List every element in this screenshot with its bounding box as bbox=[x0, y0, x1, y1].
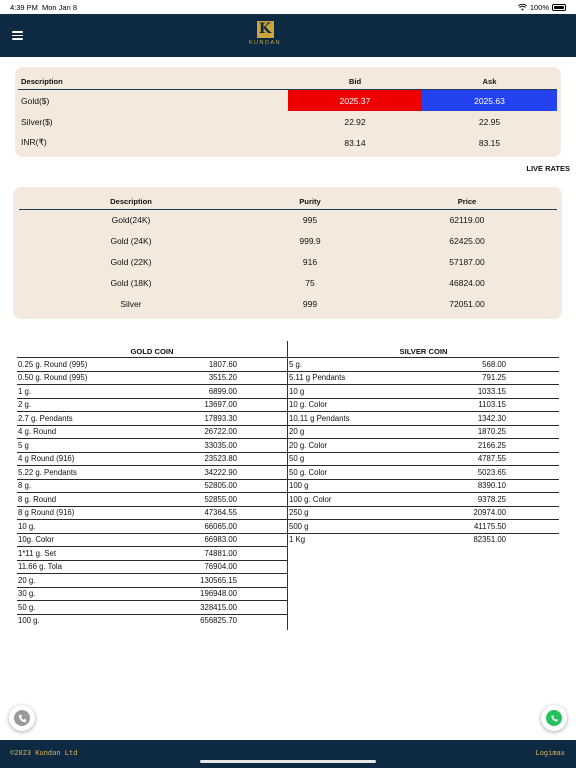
gold-coin-price: 74881.00 bbox=[204, 548, 237, 558]
silver-coin-name: 50 g. Color bbox=[289, 467, 328, 477]
silver-coin-row bbox=[288, 452, 559, 466]
rates-row bbox=[19, 231, 557, 252]
gold-coin-name: 4 g Round (916) bbox=[18, 454, 75, 464]
gold-coin-price: 13697.00 bbox=[204, 400, 237, 410]
silver-coin-row bbox=[288, 492, 559, 506]
gold-coin-price: 1807.60 bbox=[208, 359, 237, 369]
logo-wordmark: KUNDAN bbox=[248, 40, 282, 46]
rate-price: 46824.00 bbox=[449, 277, 485, 288]
col-bid: Bid bbox=[348, 76, 362, 86]
gold-coin-row bbox=[17, 398, 287, 412]
spot-row-gold bbox=[18, 90, 557, 111]
silver-coin-name: 20 g. Color bbox=[289, 440, 328, 450]
status-time: 4:39 PM bbox=[10, 3, 38, 12]
rate-desc: Gold (22K) bbox=[110, 256, 152, 267]
gold-coin-row bbox=[17, 506, 287, 520]
silver-coin-row bbox=[288, 411, 559, 425]
app-header bbox=[0, 14, 576, 57]
silver-coin-row bbox=[288, 506, 559, 520]
status-bar bbox=[0, 0, 576, 14]
gold-coin-name: 10g. Color bbox=[18, 535, 54, 545]
status-right bbox=[518, 3, 566, 12]
silver-coin-row bbox=[288, 384, 559, 398]
spot-ask: 2025.63 bbox=[422, 90, 557, 111]
gold-coin-row bbox=[17, 452, 287, 466]
gold-coin-name: 1*11 g. Set bbox=[18, 548, 57, 558]
gold-coin-price: 47364.55 bbox=[204, 508, 237, 518]
copyright-text: ©2023 Kundan Ltd bbox=[10, 749, 78, 757]
gold-coin-price: 76904.00 bbox=[204, 562, 237, 572]
gold-coin-row bbox=[17, 479, 287, 493]
spot-rates-table bbox=[18, 73, 557, 153]
spot-row-silver bbox=[18, 111, 557, 132]
silver-coin-price: 5023.65 bbox=[477, 467, 506, 477]
gold-coin-price: 33035.00 bbox=[204, 440, 237, 450]
menu-icon[interactable] bbox=[12, 31, 23, 40]
col-description: Description bbox=[110, 196, 152, 206]
live-rates-label: LIVE RATES bbox=[526, 164, 570, 173]
spot-bid: 83.14 bbox=[344, 137, 366, 148]
gold-coin-name: 30 g. bbox=[18, 589, 36, 599]
call-button[interactable] bbox=[9, 705, 35, 731]
status-date: Mon Jan 8 bbox=[42, 3, 78, 12]
col-description: Description bbox=[21, 76, 63, 86]
silver-coin-name: 5.11 g Pendants bbox=[289, 373, 346, 383]
wifi-icon bbox=[518, 4, 527, 11]
col-purity: Purity bbox=[299, 196, 321, 206]
silver-coin-price: 8390.10 bbox=[477, 481, 506, 491]
battery-percent: 100% bbox=[529, 3, 549, 12]
gold-coin-price: 26722.00 bbox=[204, 427, 237, 437]
rate-price: 62119.00 bbox=[449, 215, 485, 226]
rate-price: 57187.00 bbox=[449, 256, 485, 267]
silver-coin-row bbox=[288, 479, 559, 493]
gold-coin-row bbox=[17, 357, 287, 371]
gold-coin-price: 3515.20 bbox=[208, 373, 237, 383]
gold-coin-name: 10 g. bbox=[18, 521, 36, 531]
gold-coin-name: 100 g. bbox=[18, 616, 40, 626]
gold-coin-row bbox=[17, 614, 287, 628]
gold-coin-price: 66065.00 bbox=[204, 521, 237, 531]
col-price: Price bbox=[457, 196, 477, 206]
silver-coin-price: 82351.00 bbox=[473, 535, 506, 545]
product-rates-card bbox=[13, 187, 562, 319]
rate-price: 62425.00 bbox=[449, 236, 485, 247]
silver-coin-name: 5 g. bbox=[289, 359, 303, 369]
silver-coin-name: 20 g bbox=[289, 427, 305, 437]
gold-coin-price: 17893.30 bbox=[204, 413, 237, 423]
home-indicator bbox=[200, 760, 376, 763]
gold-coin-price: 656825.70 bbox=[200, 616, 237, 626]
gold-coin-price: 34222.90 bbox=[204, 467, 237, 477]
gold-coin-name: 0.50 g. Round (995) bbox=[18, 373, 88, 383]
kundan-logo bbox=[243, 21, 287, 53]
gold-coin-price: 328415.00 bbox=[200, 602, 237, 612]
silver-coin-price: 1870.25 bbox=[477, 427, 506, 437]
gold-coin-name: 50 g. bbox=[18, 602, 36, 612]
spot-desc: INR(₹) bbox=[21, 137, 47, 147]
rates-header-row bbox=[19, 193, 557, 210]
silver-coin-row bbox=[288, 465, 559, 479]
gold-coin-price: 6899.00 bbox=[208, 386, 237, 396]
col-ask: Ask bbox=[482, 76, 497, 86]
battery-icon bbox=[552, 4, 566, 11]
silver-coin-name: 500 g bbox=[289, 521, 309, 531]
spot-ask: 22.95 bbox=[478, 116, 501, 127]
gold-coin-row bbox=[17, 438, 287, 452]
gold-coin-name: 1 g. bbox=[18, 386, 32, 396]
rate-purity: 916 bbox=[302, 256, 318, 267]
rates-row bbox=[19, 272, 557, 293]
silver-coin-name: 10 g bbox=[289, 386, 305, 396]
silver-coin-table bbox=[288, 357, 559, 546]
gold-coin-row bbox=[17, 371, 287, 385]
gold-coin-row bbox=[17, 425, 287, 439]
silver-coin-price: 20974.00 bbox=[473, 508, 506, 518]
phone-icon bbox=[14, 710, 30, 726]
spot-ask: 83.15 bbox=[478, 137, 501, 148]
whatsapp-icon bbox=[546, 710, 562, 726]
gold-coin-name: 0.25 g. Round (995) bbox=[18, 359, 88, 369]
gold-coin-name: 5 g bbox=[18, 440, 29, 450]
gold-coin-row bbox=[17, 519, 287, 533]
silver-coin-price: 1033.15 bbox=[477, 386, 506, 396]
rate-purity: 995 bbox=[302, 215, 318, 226]
silver-coin-name: 1 Kg bbox=[289, 535, 306, 545]
silver-coin-name: 10.11 g Pendants bbox=[289, 413, 350, 423]
gold-coin-row bbox=[17, 492, 287, 506]
rate-purity: 75 bbox=[305, 277, 315, 288]
gold-coin-name: 2.7 g. Pendants bbox=[18, 413, 73, 423]
gold-coin-row bbox=[17, 560, 287, 574]
gold-coin-name: 11.66 g. Tola bbox=[18, 562, 62, 572]
rate-desc: Silver bbox=[120, 298, 142, 309]
silver-coin-row bbox=[288, 533, 559, 547]
gold-coin-name: 4 g. Round bbox=[18, 427, 57, 437]
logo-mark: K bbox=[257, 21, 274, 38]
rate-desc: Gold(24K) bbox=[111, 215, 151, 226]
silver-coin-title: SILVER COIN bbox=[399, 347, 448, 356]
spot-bid: 2025.37 bbox=[288, 90, 422, 111]
gold-coin-row bbox=[17, 465, 287, 479]
silver-coin-price: 791.25 bbox=[482, 373, 506, 383]
silver-coin-price: 1103.15 bbox=[478, 400, 506, 410]
rates-row bbox=[19, 210, 557, 231]
rate-price: 72051.00 bbox=[449, 298, 485, 309]
developer-credit: Logimax bbox=[535, 749, 565, 757]
gold-coin-name: 8 g. Round bbox=[18, 494, 57, 504]
spot-rates-card bbox=[15, 67, 561, 157]
gold-coin-price: 52855.00 bbox=[204, 494, 237, 504]
gold-coin-name: 2 g. bbox=[18, 400, 32, 410]
silver-coin-name: 100 g. Color bbox=[289, 494, 332, 504]
silver-coin-row bbox=[288, 371, 559, 385]
silver-coin-price: 4787.55 bbox=[477, 454, 506, 464]
gold-coin-name: 20 g. bbox=[18, 575, 36, 585]
gold-coin-price: 196948.00 bbox=[200, 589, 237, 599]
rate-desc: Gold (18K) bbox=[110, 277, 152, 288]
rate-purity: 999.9 bbox=[299, 236, 321, 247]
gold-coin-row bbox=[17, 384, 287, 398]
silver-coin-name: 100 g bbox=[289, 481, 309, 491]
whatsapp-button[interactable] bbox=[541, 705, 567, 731]
silver-coin-name: 250 g bbox=[289, 508, 309, 518]
silver-coin-price: 9378.25 bbox=[477, 494, 506, 504]
product-rates-table bbox=[19, 193, 557, 314]
spot-header-row bbox=[18, 73, 557, 90]
silver-coin-price: 41175.50 bbox=[474, 521, 506, 531]
gold-coin-row bbox=[17, 600, 287, 614]
gold-coin-name: 5.22 g. Pendants bbox=[18, 467, 77, 477]
silver-coin-row bbox=[288, 398, 559, 412]
silver-coin-price: 568.00 bbox=[482, 359, 506, 369]
gold-coin-price: 23523.80 bbox=[204, 454, 237, 464]
gold-coin-name: 8 g. bbox=[18, 481, 32, 491]
silver-coin-name: 50 g bbox=[289, 454, 305, 464]
silver-coin-price: 1342.30 bbox=[477, 413, 506, 423]
rate-desc: Gold (24K) bbox=[110, 236, 152, 247]
gold-coin-row bbox=[17, 546, 287, 560]
silver-coin-row bbox=[288, 438, 559, 452]
rate-purity: 999 bbox=[302, 298, 318, 309]
spot-desc: Silver($) bbox=[21, 116, 53, 127]
silver-coin-row bbox=[288, 425, 559, 439]
spot-bid: 22.92 bbox=[344, 116, 366, 127]
app-footer bbox=[0, 740, 576, 768]
silver-coin-name: 10 g. Color bbox=[289, 400, 328, 410]
gold-coin-title: GOLD COIN bbox=[130, 347, 174, 356]
silver-coin-row bbox=[288, 357, 559, 371]
gold-coin-table bbox=[17, 357, 287, 627]
silver-coin-row bbox=[288, 519, 559, 533]
gold-coin-price: 130565.15 bbox=[200, 575, 237, 585]
gold-coin-price: 52805.00 bbox=[204, 481, 237, 491]
gold-coin-row bbox=[17, 533, 287, 547]
rates-row bbox=[19, 252, 557, 273]
gold-coin-row bbox=[17, 411, 287, 425]
spot-desc: Gold($) bbox=[21, 95, 50, 106]
spot-row-inr bbox=[18, 132, 557, 153]
gold-coin-price: 66983.00 bbox=[204, 535, 237, 545]
gold-coin-row bbox=[17, 573, 287, 587]
rates-row bbox=[19, 293, 557, 314]
gold-coin-name: 8 g Round (916) bbox=[18, 508, 75, 518]
silver-coin-price: 2166.25 bbox=[477, 440, 506, 450]
gold-coin-row bbox=[17, 587, 287, 601]
